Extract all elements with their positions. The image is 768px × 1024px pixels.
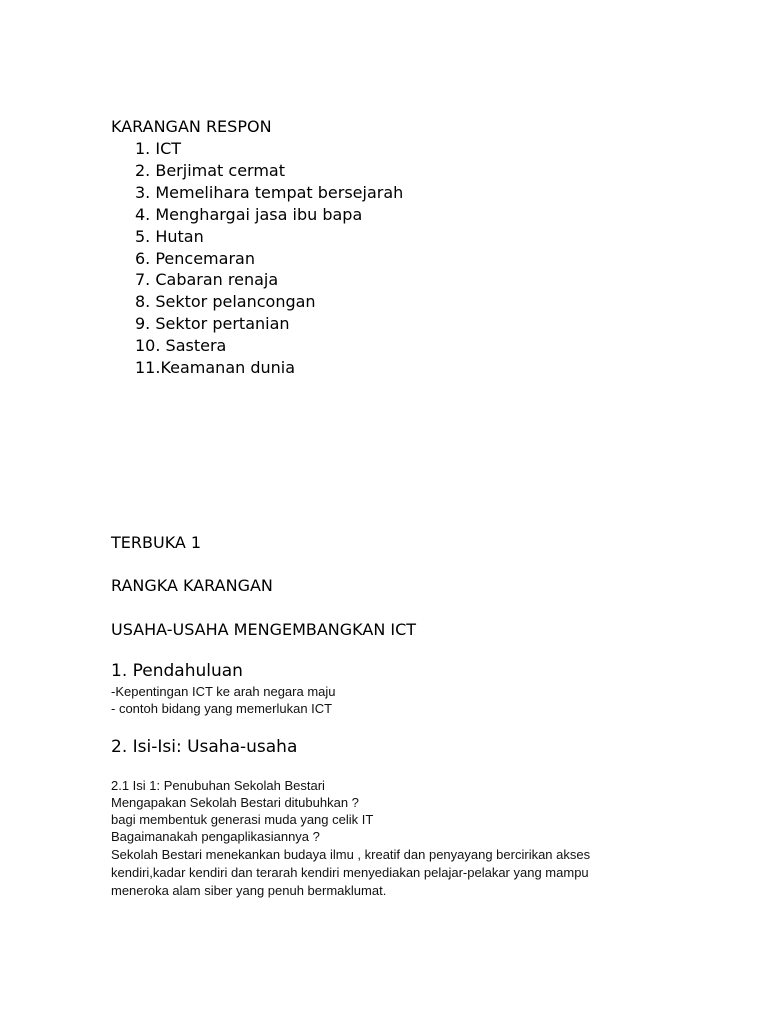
isi-line: Mengapakan Sekolah Bestari ditubuhkan ? <box>111 795 359 810</box>
topic-item: 7. Cabaran renaja <box>135 270 279 289</box>
topic-item: 4. Menghargai jasa ibu bapa <box>135 205 363 224</box>
topic-item: 10. Sastera <box>135 336 227 355</box>
topic-item: 8. Sektor pelancongan <box>135 292 316 311</box>
isi-line: kendiri,kadar kendiri dan terarah kendiri menyediakan pelajar-pelakar yang mampu <box>111 865 589 880</box>
section-rangka: RANGKA KARANGAN <box>111 576 273 595</box>
topic-item: 3. Memelihara tempat bersejarah <box>135 183 404 202</box>
pendahuluan-point: - contoh bidang yang memerlukan ICT <box>111 701 333 716</box>
isi-line: meneroka alam siber yang penuh bermaklumat. <box>111 883 387 898</box>
topic-item: 2. Berjimat cermat <box>135 161 285 180</box>
isi-line: Sekolah Bestari menekankan budaya ilmu , kreatif dan penyayang bercirikan akses <box>111 847 591 862</box>
pendahuluan-heading: 1. Pendahuluan <box>111 661 243 681</box>
pendahuluan-point: -Kepentingan ICT ke arah negara maju <box>111 684 336 699</box>
topic-item: 5. Hutan <box>135 227 204 246</box>
topic-item: 11.Keamanan dunia <box>135 358 296 377</box>
document-title: KARANGAN RESPON <box>111 117 272 136</box>
topic-item: 1. ICT <box>135 139 182 158</box>
section-terbuka: TERBUKA 1 <box>111 533 202 552</box>
topic-item: 6. Pencemaran <box>135 249 255 268</box>
section-topic: USAHA-USAHA MENGEMBANGKAN ICT <box>111 620 417 639</box>
isi-line: 2.1 Isi 1: Penubuhan Sekolah Bestari <box>111 778 325 793</box>
isi-line: bagi membentuk generasi muda yang celik IT <box>111 812 374 827</box>
isi-line: Bagaimanakah pengaplikasiannya ? <box>111 829 320 844</box>
isi-heading: 2. Isi-Isi: Usaha-usaha <box>111 737 298 757</box>
topic-item: 9. Sektor pertanian <box>135 314 290 333</box>
